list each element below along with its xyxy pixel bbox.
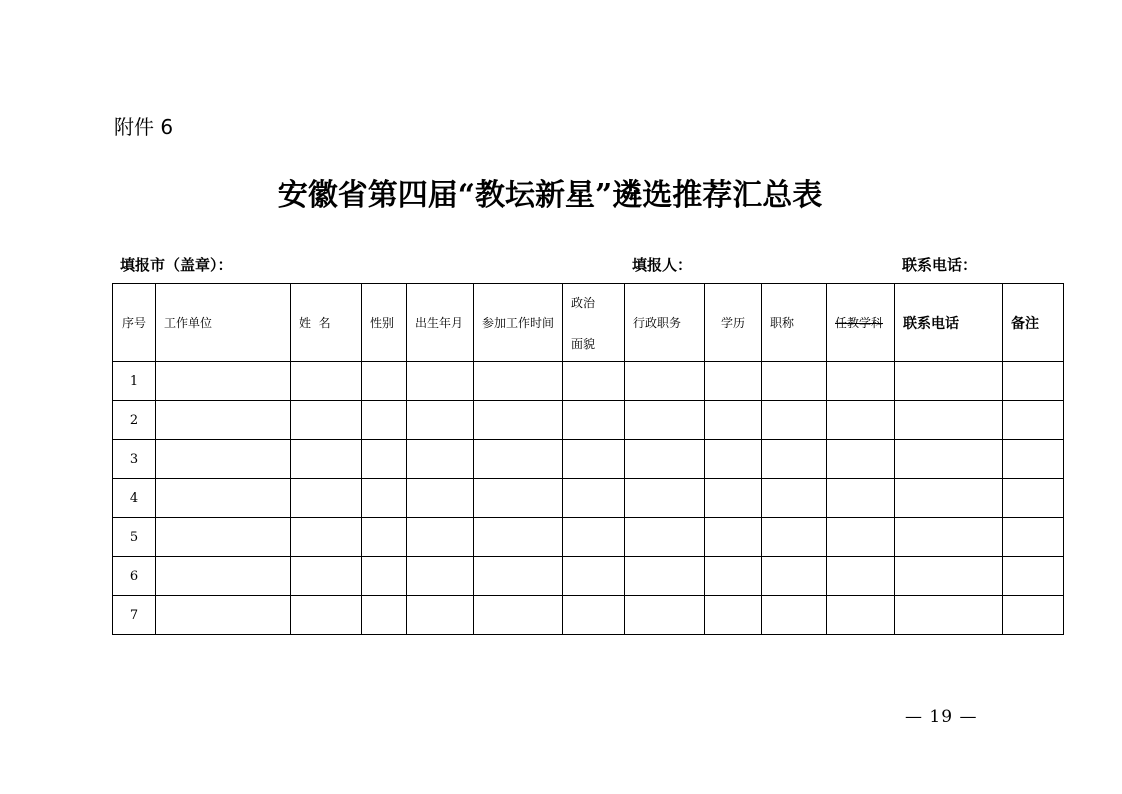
cell-contact-phone[interactable] [895, 401, 1003, 440]
row-number: 6 [113, 557, 156, 596]
cell-work-unit[interactable] [156, 401, 291, 440]
cell-title[interactable] [762, 557, 827, 596]
cell-name[interactable] [291, 362, 362, 401]
cell-contact-phone[interactable] [895, 479, 1003, 518]
cell-admin-post[interactable] [625, 479, 705, 518]
document-title: 安徽省第四届“教坛新星”遴选推荐汇总表 [277, 178, 823, 213]
cell-work-unit[interactable] [156, 596, 291, 635]
cell-title[interactable] [762, 362, 827, 401]
cell-education[interactable] [705, 479, 762, 518]
header-name: 姓 名 [291, 284, 362, 362]
cell-title[interactable] [762, 479, 827, 518]
cell-political-status[interactable] [563, 362, 625, 401]
cell-contact-phone[interactable] [895, 440, 1003, 479]
cell-contact-phone[interactable] [895, 596, 1003, 635]
cell-gender[interactable] [362, 596, 407, 635]
cell-gender[interactable] [362, 479, 407, 518]
cell-admin-post[interactable] [625, 362, 705, 401]
table-row [113, 596, 1064, 635]
cell-remarks[interactable] [1003, 557, 1064, 596]
cell-political-status[interactable] [563, 596, 625, 635]
cell-contact-phone[interactable] [895, 362, 1003, 401]
header-admin-post: 行政职务 [625, 284, 705, 362]
cell-work-start[interactable] [474, 401, 563, 440]
cell-education[interactable] [705, 557, 762, 596]
cell-remarks[interactable] [1003, 401, 1064, 440]
row-number: 1 [113, 362, 156, 401]
header-birth: 出生年月 [407, 284, 474, 362]
cell-work-start[interactable] [474, 518, 563, 557]
table-row [113, 401, 1064, 440]
cell-work-unit[interactable] [156, 440, 291, 479]
cell-admin-post[interactable] [625, 557, 705, 596]
cell-education[interactable] [705, 362, 762, 401]
header-title: 职称 [762, 284, 827, 362]
cell-work-start[interactable] [474, 479, 563, 518]
cell-remarks[interactable] [1003, 479, 1064, 518]
row-number: 7 [113, 596, 156, 635]
cell-political-status[interactable] [563, 557, 625, 596]
header-work-unit: 工作单位 [156, 284, 291, 362]
cell-name[interactable] [291, 518, 362, 557]
cell-political-status[interactable] [563, 518, 625, 557]
cell-subject[interactable] [827, 440, 895, 479]
header-work-start: 参加工作时间 [474, 284, 563, 362]
cell-birth[interactable] [407, 557, 474, 596]
cell-subject[interactable] [827, 362, 895, 401]
page-number: — 19 — [905, 707, 978, 727]
cell-gender[interactable] [362, 401, 407, 440]
cell-political-status[interactable] [563, 479, 625, 518]
cell-birth[interactable] [407, 596, 474, 635]
cell-admin-post[interactable] [625, 440, 705, 479]
cell-remarks[interactable] [1003, 440, 1064, 479]
cell-birth[interactable] [407, 401, 474, 440]
cell-birth[interactable] [407, 440, 474, 479]
cell-work-unit[interactable] [156, 362, 291, 401]
cell-title[interactable] [762, 518, 827, 557]
cell-political-status[interactable] [563, 440, 625, 479]
cell-work-start[interactable] [474, 557, 563, 596]
cell-subject[interactable] [827, 518, 895, 557]
cell-work-unit[interactable] [156, 479, 291, 518]
table-row [113, 518, 1064, 557]
header-political-bottom: 面貌 [571, 336, 596, 351]
fill-field-person: 填报人： [632, 256, 693, 274]
cell-education[interactable] [705, 440, 762, 479]
cell-name[interactable] [291, 401, 362, 440]
cell-subject[interactable] [827, 479, 895, 518]
row-number: 4 [113, 479, 156, 518]
cell-work-start[interactable] [474, 596, 563, 635]
header-remarks: 备注 [1003, 284, 1064, 362]
cell-name[interactable] [291, 479, 362, 518]
fill-field-city: 填报市（盖章）： [120, 256, 233, 274]
cell-birth[interactable] [407, 518, 474, 557]
cell-subject[interactable] [827, 557, 895, 596]
fill-field-phone: 联系电话： [902, 256, 978, 274]
cell-admin-post[interactable] [625, 596, 705, 635]
cell-remarks[interactable] [1003, 518, 1064, 557]
cell-work-start[interactable] [474, 362, 563, 401]
header-subject: 任教学科 [827, 284, 895, 362]
row-number: 5 [113, 518, 156, 557]
header-gender: 性别 [362, 284, 407, 362]
header-education: 学历 [705, 284, 762, 362]
cell-birth[interactable] [407, 479, 474, 518]
cell-admin-post[interactable] [625, 518, 705, 557]
table-row [113, 557, 1064, 596]
cell-contact-phone[interactable] [895, 557, 1003, 596]
header-index: 序号 [113, 284, 156, 362]
attachment-label: 附件 6 [114, 115, 174, 139]
cell-political-status[interactable] [563, 401, 625, 440]
cell-gender[interactable] [362, 518, 407, 557]
table-header-row [113, 284, 1064, 362]
table-row [113, 479, 1064, 518]
table-row [113, 362, 1064, 401]
row-number: 3 [113, 440, 156, 479]
cell-work-unit[interactable] [156, 518, 291, 557]
header-political-status [563, 284, 625, 362]
cell-name[interactable] [291, 440, 362, 479]
cell-work-unit[interactable] [156, 557, 291, 596]
header-contact-phone: 联系电话 [895, 284, 1003, 362]
cell-gender[interactable] [362, 557, 407, 596]
cell-title[interactable] [762, 596, 827, 635]
header-political-top: 政治 [571, 295, 596, 310]
cell-work-start[interactable] [474, 440, 563, 479]
cell-education[interactable] [705, 518, 762, 557]
cell-education[interactable] [705, 401, 762, 440]
cell-admin-post[interactable] [625, 401, 705, 440]
cell-remarks[interactable] [1003, 362, 1064, 401]
cell-title[interactable] [762, 440, 827, 479]
cell-education[interactable] [705, 596, 762, 635]
summary-table [112, 283, 1064, 635]
cell-remarks[interactable] [1003, 596, 1064, 635]
cell-gender[interactable] [362, 362, 407, 401]
cell-subject[interactable] [827, 596, 895, 635]
cell-subject[interactable] [827, 401, 895, 440]
cell-title[interactable] [762, 401, 827, 440]
cell-gender[interactable] [362, 440, 407, 479]
row-number: 2 [113, 401, 156, 440]
table-row [113, 440, 1064, 479]
cell-name[interactable] [291, 596, 362, 635]
cell-name[interactable] [291, 557, 362, 596]
cell-birth[interactable] [407, 362, 474, 401]
cell-contact-phone[interactable] [895, 518, 1003, 557]
